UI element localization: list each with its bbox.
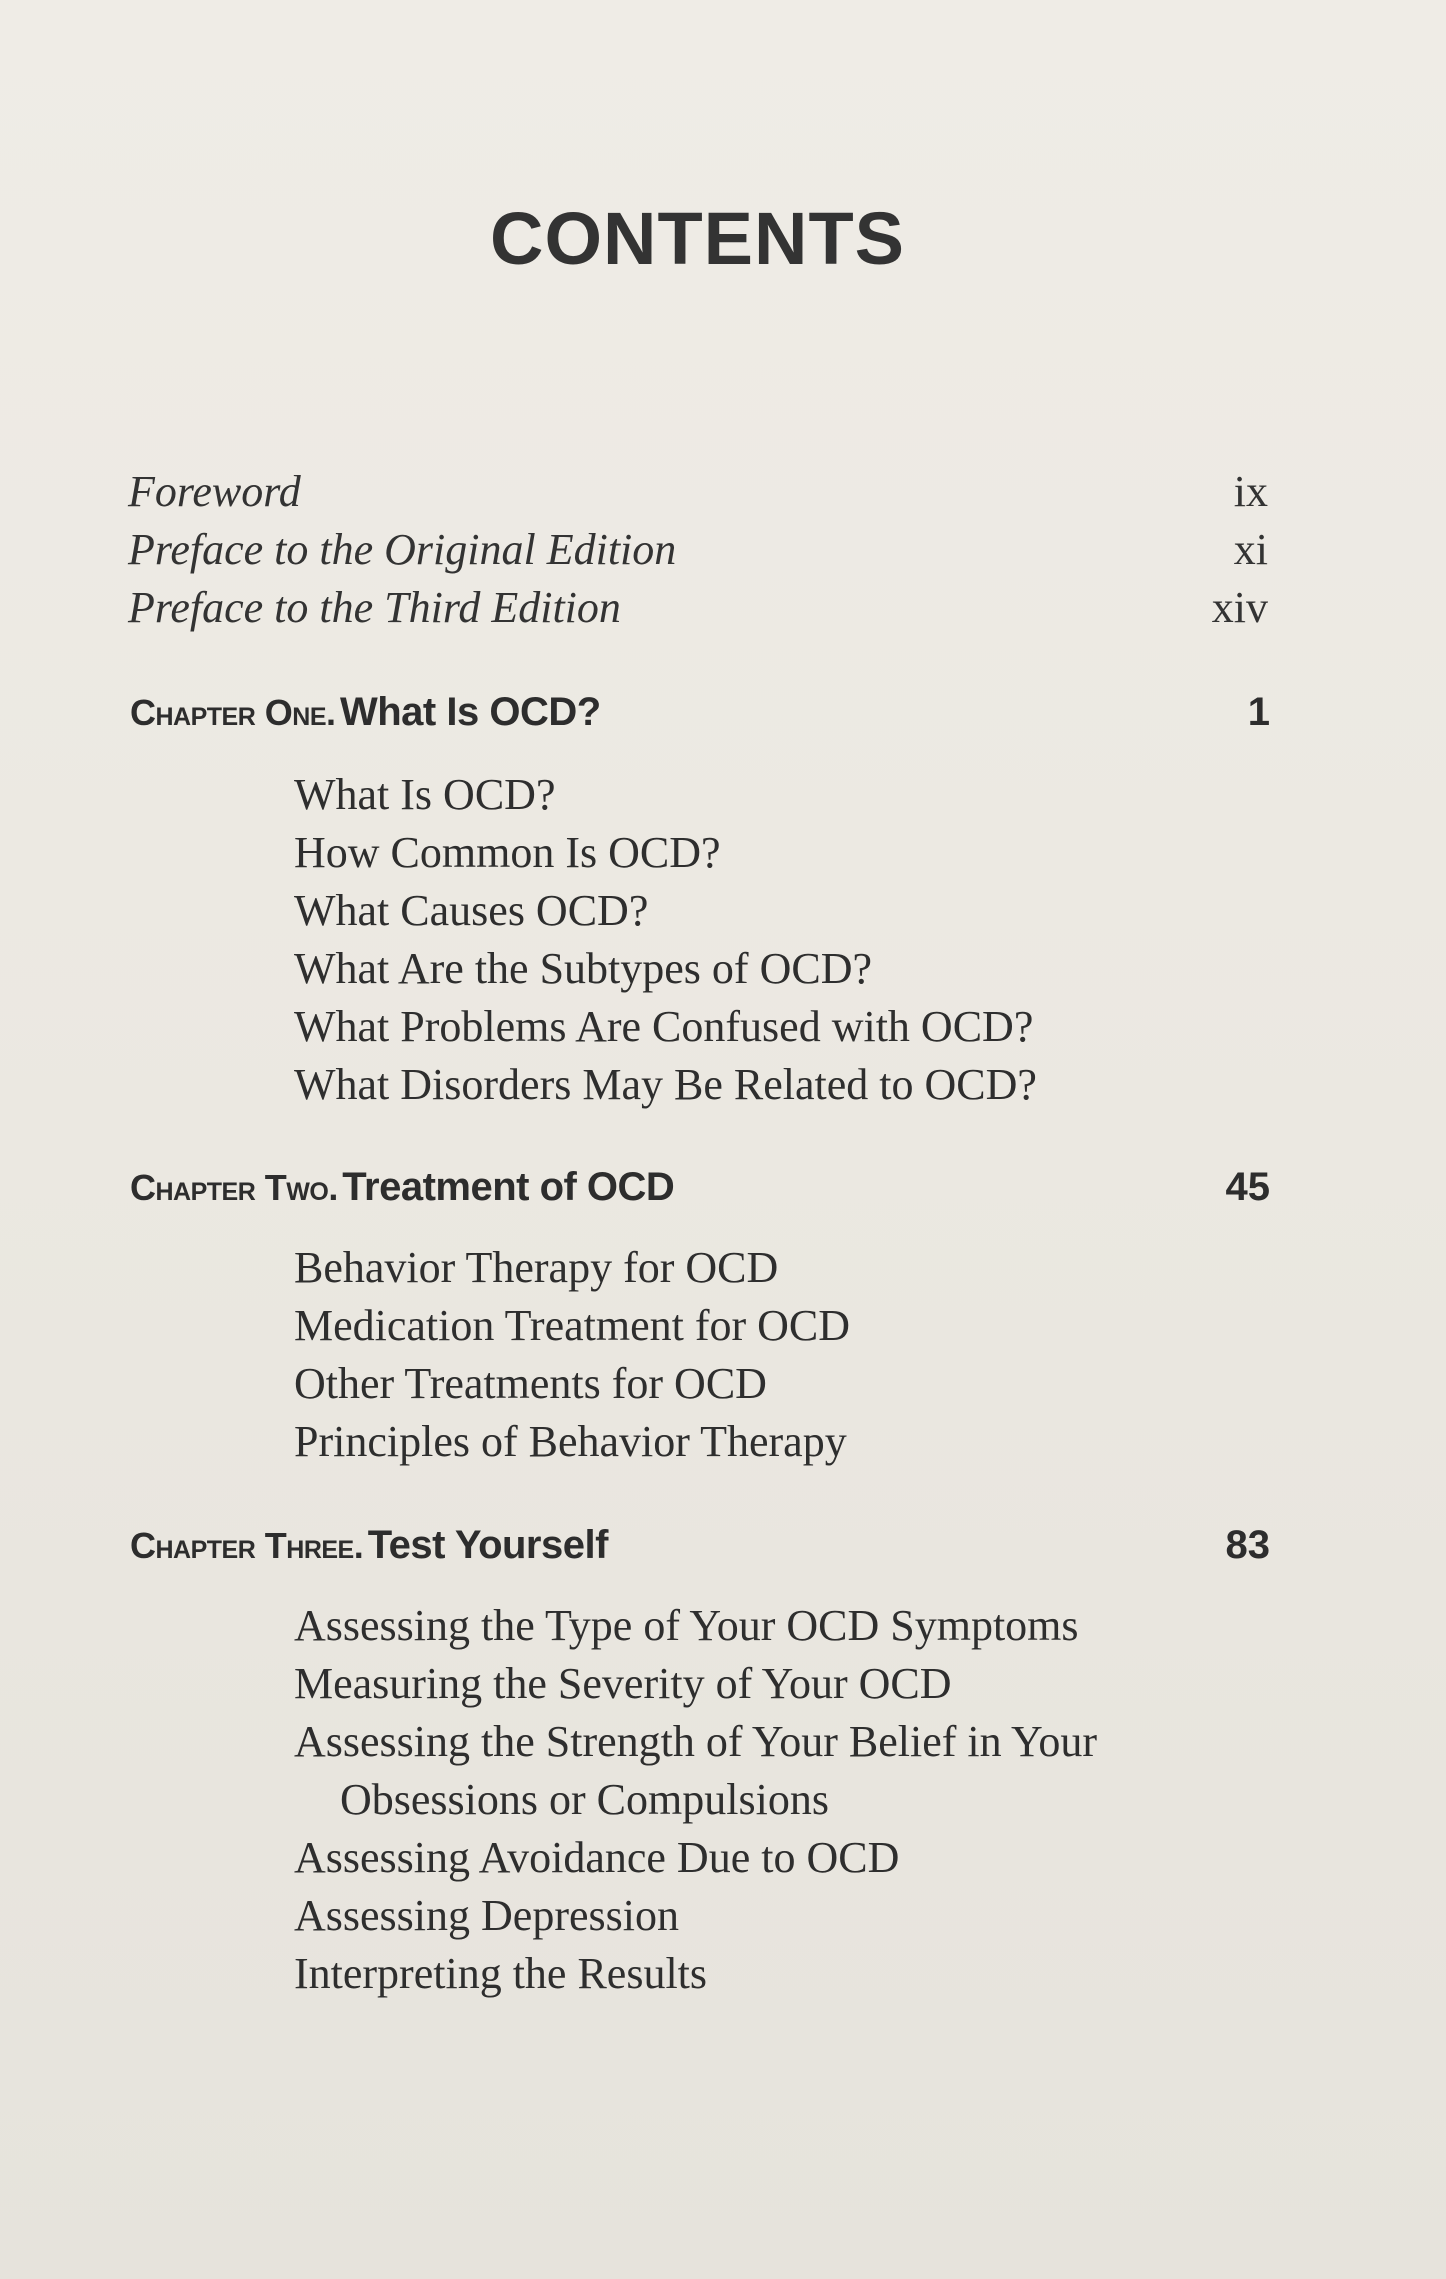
section-entry[interactable]: Assessing Avoidance Due to OCD [294,1833,900,1882]
chapter-heading-three[interactable] [130,1523,1270,1568]
entry-page-number: xiv [1211,583,1268,632]
chapter-heading-one[interactable] [130,690,1270,735]
chapter-title: Treatment of OCD [342,1165,675,1209]
chapter-three-sections [294,1597,1097,2003]
entry-title: Foreword [128,467,301,516]
section-entry[interactable]: Principles of Behavior Therapy [294,1417,847,1466]
toc-entry-preface-third[interactable] [128,582,1268,633]
section-entry[interactable]: Assessing the Type of Your OCD Symptoms [294,1601,1079,1650]
chapter-page-number: 1 [1247,690,1270,734]
chapter-heading-two[interactable] [130,1165,1270,1210]
section-entry[interactable]: Measuring the Severity of Your OCD [294,1659,952,1708]
section-entry[interactable]: Assessing the Strength of Your Belief in Your [294,1717,1098,1766]
section-entry-continuation[interactable]: Obsessions or Compulsions [340,1775,829,1824]
chapter-title: What Is OCD? [339,690,601,734]
chapter-page-number: 45 [1225,1165,1270,1209]
section-entry[interactable]: Medication Treatment for OCD [294,1301,851,1350]
entry-page-number: xi [1233,525,1268,574]
toc-entry-foreword[interactable] [128,466,1268,517]
page-title: CONTENTS [490,197,905,280]
entry-title: Preface to the Original Edition [128,525,677,574]
section-entry[interactable]: Interpreting the Results [294,1949,708,1998]
section-entry[interactable]: What Are the Subtypes of OCD? [294,944,872,993]
chapter-label: Chapter Two. [130,1167,338,1208]
toc-entry-preface-original[interactable] [128,524,1268,575]
chapter-label: Chapter Three. [130,1525,364,1566]
chapter-title: Test Yourself [367,1523,608,1567]
chapter-label: Chapter One. [130,692,336,733]
section-entry[interactable]: What Problems Are Confused with OCD? [294,1002,1034,1051]
chapter-two-sections [294,1239,850,1471]
section-entry[interactable]: Assessing Depression [294,1891,679,1940]
section-entry[interactable]: Other Treatments for OCD [294,1359,767,1408]
entry-title: Preface to the Third Edition [128,583,621,632]
section-entry[interactable]: What Causes OCD? [294,886,649,935]
section-entry[interactable]: What Is OCD? [294,770,556,819]
section-entry[interactable]: Behavior Therapy for OCD [294,1243,779,1292]
section-entry[interactable]: How Common Is OCD? [294,828,721,877]
chapter-one-sections [294,766,1037,1114]
entry-page-number: ix [1233,467,1268,516]
section-entry[interactable]: What Disorders May Be Related to OCD? [294,1060,1037,1109]
chapter-page-number: 83 [1225,1523,1270,1567]
